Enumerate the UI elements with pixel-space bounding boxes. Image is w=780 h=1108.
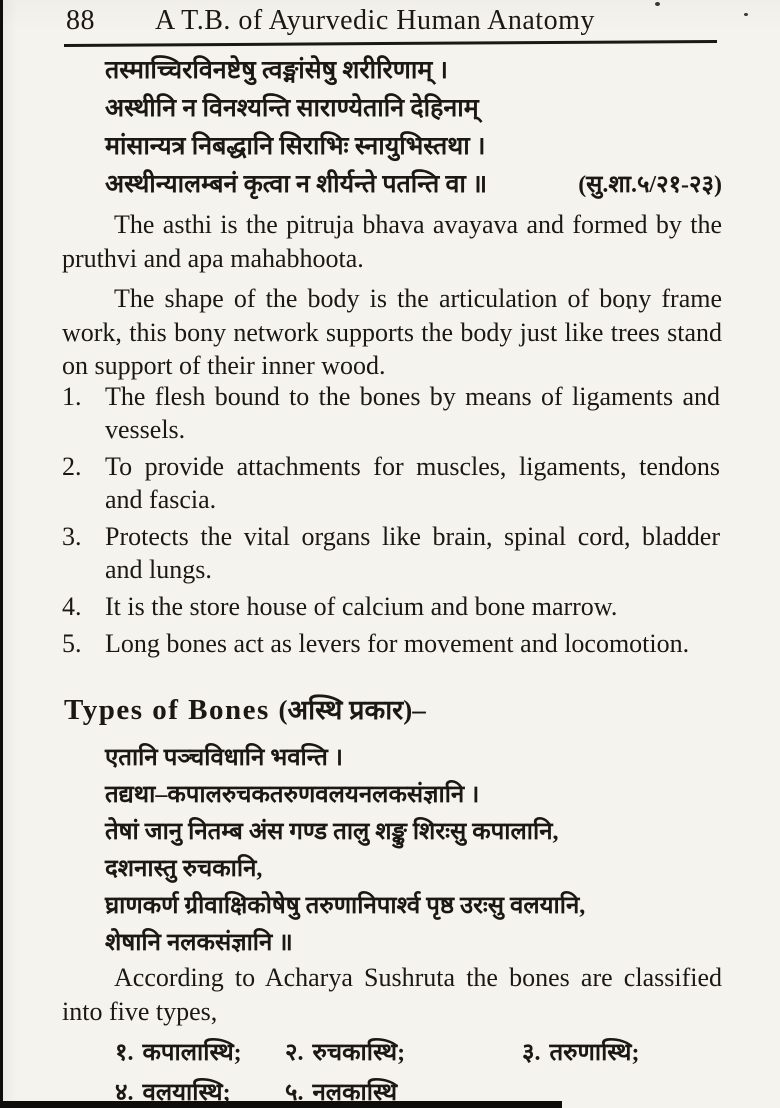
list-number: 5. (62, 629, 82, 658)
shloka-line: तस्माच्चिरविनष्टेषु त्वङ्मांसेषु शरीरिणाम् । (105, 57, 449, 84)
paragraph-asthi-origin: The asthi is the pitruja bhava avayava and formed by the pruthvi and apa mahabhoota. (62, 210, 722, 273)
shloka-line: अस्थीन्यालम्बनं कृत्वा न शीर्यन्ते पतन्ति वा ॥ (105, 171, 488, 198)
sanskrit-line: घ्राणकर्ण ग्रीवाक्षिकोषेषु तरुणानिपार्श्व पृष्ठ उरःसु वलयानि, (105, 893, 586, 919)
list-item (62, 520, 720, 586)
sanskrit-line: एतानि पञ्चविधानि भवन्ति । (105, 745, 343, 771)
bone-type-name: वलयास्थि; (142, 1080, 231, 1106)
page-header (66, 5, 722, 37)
list-number: 1. (62, 382, 82, 411)
list-text: Protects the vital organs like brain, spinal cord, bladder and lungs. (105, 522, 720, 584)
section-heading-types-of-bones (64, 690, 426, 727)
sanskrit-line: शेषानि नलकसंज्ञानि ॥ (105, 930, 293, 956)
list-item (62, 627, 720, 660)
shloka-line: मांसान्यत्र निबद्धानि सिराभिः स्नायुभिस्तथा । (105, 133, 486, 160)
list-text: Long bones act as levers for movement and locomotion. (105, 629, 690, 658)
bone-type-number: ५. (285, 1080, 304, 1106)
bone-type-number: ४. (115, 1080, 134, 1106)
bone-types-list (115, 1038, 740, 1108)
sanskrit-line: तेषां जानु नितम्ब अंस गण्ड तालु शङ्कु शिरःसु कपालानि, (105, 819, 559, 845)
list-item (62, 450, 720, 516)
list-item (62, 590, 720, 623)
paragraph-sushruta-classification: According to Acharya Sushruta the bones are classified into five types, (62, 963, 722, 1026)
bone-type-item (115, 1078, 285, 1108)
bone-type-name: नलकास्थि (312, 1080, 398, 1106)
scan-left-edge (0, 0, 3, 1108)
list-item (62, 380, 720, 446)
bone-type-name: कपालास्थि; (142, 1040, 242, 1066)
heading-english: Types of Bones (64, 694, 279, 726)
header-rule (64, 40, 717, 47)
bone-type-name: रुचकास्थि; (312, 1040, 406, 1066)
paragraph-body-shape: The shape of the body is the articulation of bony frame work, this bony network supports the body just like trees stand on support of their inner wood. (62, 284, 722, 380)
list-number: 3. (62, 522, 82, 551)
page-number: 88 (66, 5, 95, 36)
list-number: 4. (62, 592, 82, 621)
sanskrit-line: दशनास्तु रुचकानि, (105, 856, 263, 882)
heading-sanskrit: (अस्थि प्रकार)– (278, 695, 426, 725)
verse-reference: (सु.शा.५/२१-२३) (578, 172, 722, 198)
bone-type-item (522, 1038, 740, 1068)
sanskrit-types-block (105, 740, 585, 962)
bone-type-number: ३. (522, 1040, 541, 1066)
sanskrit-line: तद्यथा–कपालरुचकतरुणवलयनलकसंज्ञानि । (105, 782, 480, 808)
bone-type-number: २. (285, 1040, 304, 1066)
sanskrit-verse-block (105, 52, 722, 204)
shloka-line: अस्थीनि न विनश्यन्ति साराण्येतानि देहिनाम् (105, 95, 479, 122)
list-text: The flesh bound to the bones by means of ligaments and vessels. (105, 382, 720, 444)
bone-type-item (285, 1038, 522, 1068)
bone-type-item (285, 1078, 522, 1108)
bone-type-name: तरुणास्थि; (549, 1040, 640, 1066)
list-text: To provide attachments for muscles, ligaments, tendons and fascia. (105, 452, 720, 514)
scan-speck (744, 13, 748, 16)
bone-functions-list (62, 380, 720, 664)
shloka-line-with-reference (105, 166, 722, 204)
bone-type-number: १. (115, 1040, 134, 1066)
running-title: A T.B. of Ayurvedic Human Anatomy (155, 5, 595, 36)
bone-type-item (115, 1038, 285, 1068)
list-number: 2. (62, 452, 82, 481)
list-text: It is the store house of calcium and bone marrow. (105, 592, 618, 621)
